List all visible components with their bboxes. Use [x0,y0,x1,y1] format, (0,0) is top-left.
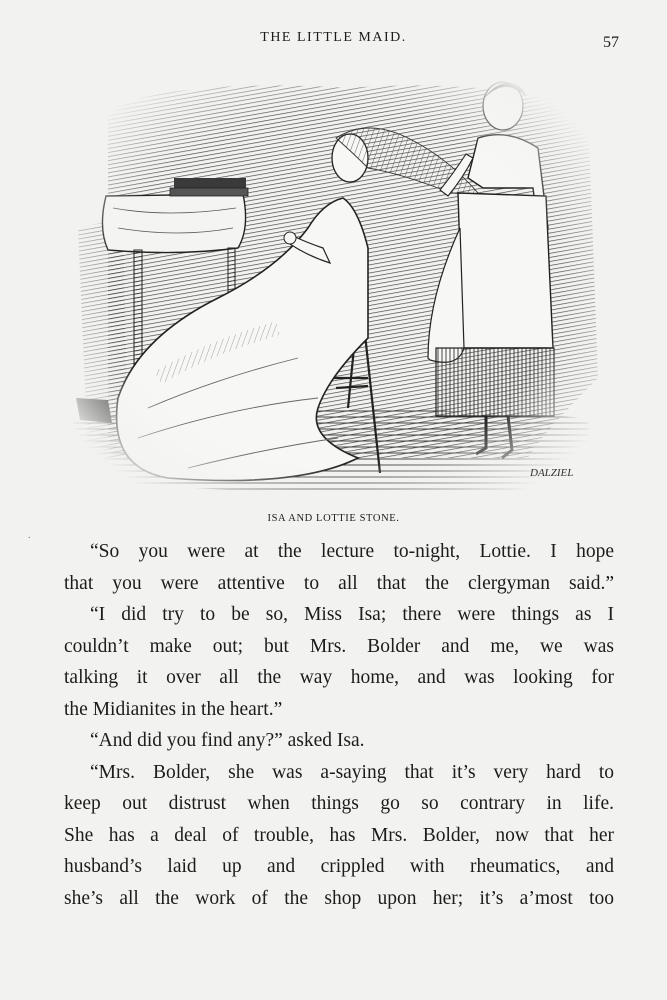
page-speck: . [28,530,31,541]
page-number: 57 [603,34,619,51]
text-line: husband’s laid up and crippled with rheumatics, and [64,856,614,877]
running-title: THE LITTLE MAID. [260,30,407,45]
text-line: “And did you find any?” asked Isa. [90,730,365,751]
text-line: She has a deal of trouble, has Mrs. Bolder, now that her [64,824,614,846]
engraving-illustration [68,78,602,498]
figure-caption: ISA AND LOTTIE STONE. [267,513,400,524]
text-line: she’s all the work of the shop upon her; it’s a’most too [64,887,614,909]
text-line: “So you were at the lecture to-night, Lottie. I hope [90,541,614,562]
body-text [64,536,614,914]
text-line: couldn’t make out; but Mrs. Bolder and me, we was [64,635,614,657]
text-line: talking it over all the way home, and was looking for [64,667,614,688]
engraver-signature: DALZIEL [530,467,574,479]
text-line: “Mrs. Bolder, she was a-saying that it’s very hard to [90,761,614,783]
text-line: that you were attentive to all that the clergyman said.” [64,572,614,594]
running-header [0,30,667,54]
text-line: “I did try to be so, Miss Isa; there were things as I [90,604,614,625]
text-line: keep out distrust when things go so contrary in life. [64,793,614,814]
text-line: the Midianites in the heart.” [64,698,283,720]
